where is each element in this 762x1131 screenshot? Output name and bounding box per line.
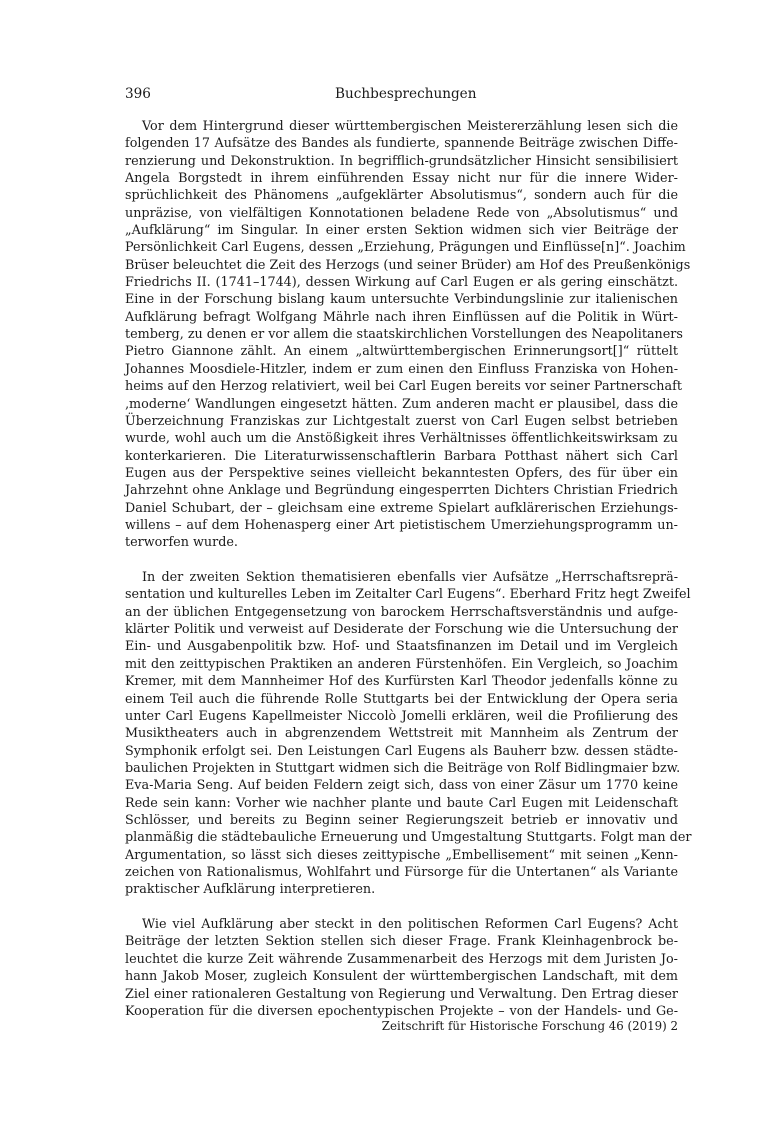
text-line: renzierung und Dekonstruktion. In begrifflich-grundsätzlicher Hinsicht sensibilisiert (125, 153, 678, 169)
text-line: Eugen aus der Perspektive seines vielleicht bekanntesten Opfers, des für über ein (125, 465, 678, 481)
text-line: Kooperation für die diversen epochentypischen Projekte – von der Handels- und Ge- (125, 1003, 678, 1019)
text-line: Wie viel Aufklärung aber steckt in den politischen Reformen Carl Eugens? Acht (142, 917, 678, 933)
text-line: zeichen von Rationalismus, Wohlfahrt und Fürsorge für die Untertanen“ als Variante (125, 864, 678, 880)
text-line: unter Carl Eugens Kapellmeister Niccolò Jomelli erklären, weil die Profilierung des (125, 708, 678, 724)
text-line: baulichen Projekten in Stuttgart widmen sich die Beiträge von Rolf Bidlingmaier bzw. (125, 760, 681, 776)
text-line: terworfen wurde. (125, 535, 238, 551)
text-line: einem Teil auch die führende Rolle Stuttgarts bei der Entwicklung der Opera seria (125, 691, 678, 707)
text-line: ‚moderne‘ Wandlungen eingesetzt hätten. Zum anderen macht er plausibel, dass die (125, 396, 678, 412)
text-line: sentation und kulturelles Leben im Zeitalter Carl Eugens“. Eberhard Fritz hegt Zweifel (125, 587, 691, 603)
text-line: temberg, zu denen er vor allem die staatskirchlichen Vorstellungen des Neapolitaners (125, 327, 683, 343)
text-line: Argumentation, so lässt sich dieses zeittypische „Embellisement“ mit seinen „Kenn- (125, 847, 678, 863)
paragraph-3 (125, 916, 678, 1020)
text-line: Friedrichs II. (1741–1744), dessen Wirkung auf Carl Eugen er als gering einschätzt. (125, 275, 678, 291)
body-text (125, 118, 692, 1020)
text-line: Eva-Maria Seng. Auf beiden Feldern zeigt sich, dass von einer Zäsur um 1770 keine (125, 778, 678, 794)
text-line: Kremer, mit dem Mannheimer Hof des Kurfürsten Karl Theodor jedenfalls könne zu (125, 674, 678, 690)
text-line: klärter Politik und verweist auf Desiderate der Forschung wie die Untersuchung der (125, 622, 678, 638)
text-line: konterkarieren. Die Literaturwissenschaftlerin Barbara Potthast nähert sich Carl (125, 448, 678, 464)
text-line: Vor dem Hintergrund dieser württembergischen Meistererzählung lesen sich die (142, 119, 678, 134)
text-line: Brüser beleuchtet die Zeit des Herzogs (und seiner Brüder) am Hof des Preußenkönigs (125, 257, 691, 273)
text-line: Jahrzehnt ohne Anklage und Begründung eingesperrten Dichters Christian Friedrich (125, 483, 678, 499)
text-line: Schlösser, und bereits zu Beginn seiner Regierungszeit betrieb er innovativ und (125, 812, 678, 828)
text-line: In der zweiten Sektion thematisieren ebenfalls vier Aufsätze „Herrschaftsreprä- (142, 570, 678, 586)
running-title: Buchbesprechungen (335, 86, 477, 102)
text-line: Ziel einer rationaleren Gestaltung von Regierung und Verwaltung. Den Ertrag dieser (125, 986, 678, 1002)
text-line: praktischer Aufklärung interpretieren. (125, 882, 376, 898)
text-line: an der üblichen Entgegensetzung von barockem Herrschaftsverständnis und aufge- (125, 604, 678, 620)
journal-footer: Zeitschrift für Historische Forschung 46 (2019) 2 (381, 1019, 678, 1033)
page-header (125, 84, 678, 104)
text-line: folgenden 17 Aufsätze des Bandes als fundierte, spannende Beiträge zwischen Diffe- (125, 136, 678, 152)
paragraph-2 (125, 569, 692, 899)
text-line: unpräzise, von vielfältigen Konnotationen beladene Rede von „Absolutismus“ und (125, 205, 678, 221)
text-line: Rede sein kann: Vorher wie nachher plante und baute Carl Eugen mit Leidenschaft (125, 795, 678, 811)
text-line: hann Jakob Moser, zugleich Konsulent der württembergischen Landschaft, mit dem (125, 969, 678, 985)
text-line: wurde, wohl auch um die Anstößigkeit ihres Verhältnisses öffentlichkeitswirksam zu (125, 431, 678, 447)
page-number: 396 (125, 86, 151, 102)
text-line: „Aufklärung“ im Singular. In einer ersten Sektion widmen sich vier Beiträge der (125, 223, 678, 239)
text-line: Überzeichnung Franziskas zur Lichtgestalt zuerst von Carl Eugen selbst betrieben (125, 413, 678, 429)
text-line: leuchtet die kurze Zeit währende Zusammenarbeit des Herzogs mit dem Juristen Jo- (125, 951, 678, 967)
text-line: sprüchlichkeit des Phänomens „aufgeklärter Absolutismus“, sondern auch für die (125, 188, 678, 204)
text-line: Musiktheaters auch in abgrenzendem Wettstreit mit Mannheim als Zentrum der (125, 726, 678, 742)
text-line: Ein- und Ausgabenpolitik bzw. Hof- und Staatsfinanzen im Detail und im Vergleich (125, 639, 678, 655)
text-line: Beiträge der letzten Sektion stellen sich dieser Frage. Frank Kleinhagenbrock be- (125, 934, 678, 950)
text-line: Daniel Schubart, der – gleichsam eine extreme Spielart aufklärerischen Erziehungs- (125, 500, 678, 516)
text-line: Eine in der Forschung bislang kaum untersuchte Verbindungslinie zur italienischen (125, 292, 678, 308)
text-line: Johannes Moosdiele-Hitzler, indem er zum einen den Einfluss Franziska von Hohen- (125, 361, 678, 377)
text-line: willens – auf dem Hohenasperg einer Art pietistischem Umerziehungsprogramm un- (125, 517, 678, 533)
paragraph-1 (125, 118, 691, 552)
text-line: Pietro Giannone zählt. An einem „altwürttembergischen Erinnerungsort[]“ rüttelt (125, 344, 678, 360)
text-line: Symphonik erfolgt sei. Den Leistungen Carl Eugens als Bauherr bzw. dessen städte- (125, 743, 678, 759)
text-line: planmäßig die städtebauliche Erneuerung und Umgestaltung Stuttgarts. Folgt man der (125, 830, 692, 846)
text-line: Angela Borgstedt in ihrem einführenden Essay nicht nur für die innere Wider- (125, 171, 678, 187)
text-line: heims auf den Herzog relativiert, weil bei Carl Eugen bereits vor seiner Partnerschaft (125, 379, 682, 395)
text-line: mit den zeittypischen Praktiken an anderen Fürstenhöfen. Ein Vergleich, so Joachim (125, 656, 678, 672)
text-line: Persönlichkeit Carl Eugens, dessen „Erziehung, Prägungen und Einflüsse[n]“. Joachim (125, 240, 686, 256)
text-line: Aufklärung befragt Wolfgang Mährle nach ihren Einflüssen auf die Politik in Würt- (125, 309, 678, 325)
